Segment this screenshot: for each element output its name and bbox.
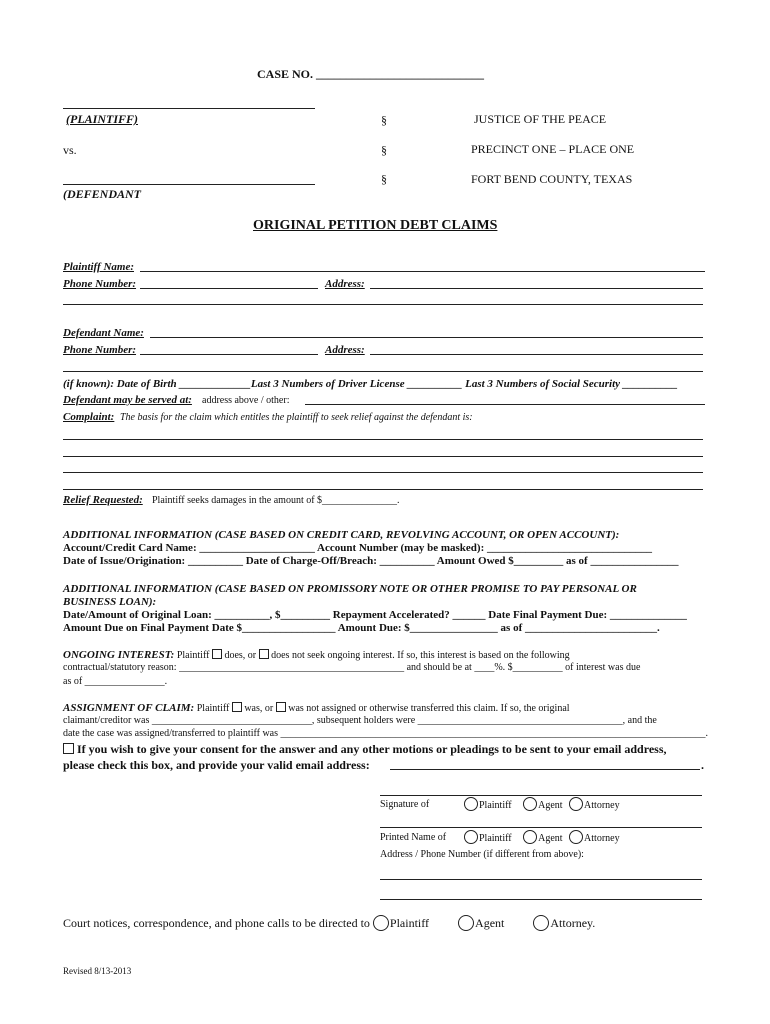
case-number-label: CASE NO. ____________________________ <box>257 67 485 81</box>
section-mark: § <box>381 113 387 127</box>
email-address-field[interactable] <box>390 769 700 770</box>
notices-agent-text: Agent <box>475 916 505 930</box>
section-mark: § <box>381 172 387 186</box>
ongoing-rest-text: does not seek ongoing interest. If so, this interest is based on the following <box>271 650 570 661</box>
ongoing-interest-label: ONGOING INTEREST: <box>63 649 175 661</box>
complaint-field-4[interactable] <box>63 489 703 490</box>
credit-info-line-1: Account/Credit Card Name: _____________________ Account Number (may be masked): ______________________________ <box>63 542 652 554</box>
note-info-line-2: Amount Due on Final Payment Date $_________________ Amount Due: $________________ as of ________________________. <box>63 622 660 634</box>
complaint-field-1[interactable] <box>63 439 703 440</box>
court-line-3: FORT BEND COUNTY, TEXAS <box>471 172 633 186</box>
complaint-field-3[interactable] <box>63 472 703 473</box>
signature-of-label: Signature of <box>380 799 430 810</box>
defendant-name-blank[interactable] <box>63 184 315 185</box>
defendant-identifiers-line: (if known): Date of Birth _____________Last 3 Numbers of Driver License __________ Last 3 Numbers of Social Security __________ <box>63 378 678 390</box>
court-line-1: JUSTICE OF THE PEACE <box>474 112 607 126</box>
complaint-field-2[interactable] <box>63 456 703 457</box>
signature-line[interactable] <box>380 795 702 796</box>
address-phone-line-1[interactable] <box>380 879 702 880</box>
plaintiff-address-field[interactable] <box>370 288 703 289</box>
defendant-address-field-2[interactable] <box>63 371 703 372</box>
assignment-rest-text: was not assigned or otherwise transferred this claim. If so, the original <box>288 703 570 714</box>
notices-attorney-text: Attorney. <box>550 916 596 930</box>
address-phone-label: Address / Phone Number (if different from above): <box>380 849 584 860</box>
signature-attorney-radio[interactable] <box>569 797 583 811</box>
defendant-name-label: Defendant Name: <box>63 327 144 339</box>
defendant-phone-label: Phone Number: <box>63 344 137 356</box>
defendant-caption: (DEFENDANT <box>63 187 142 201</box>
relief-text: Plaintiff seeks damages in the amount of $_______________. <box>152 495 400 506</box>
assignment-was-text: was, or <box>244 703 274 714</box>
ongoing-does-checkbox[interactable] <box>212 649 222 659</box>
assignment-plaintiff-text: Plaintiff <box>196 703 230 714</box>
ongoing-plaintiff-text: Plaintiff <box>176 650 210 661</box>
served-at-label: Defendant may be served at: <box>63 394 192 406</box>
defendant-address-label: Address: <box>325 344 365 356</box>
plaintiff-caption: (PLAINTIFF) <box>66 112 138 126</box>
ongoing-line-2: contractual/statutory reason: _____________________________________________ and should be at ____%. $__________ of interest was due <box>63 662 641 673</box>
email-consent-checkbox[interactable] <box>63 743 74 754</box>
ongoing-does-not-checkbox[interactable] <box>259 649 269 659</box>
email-consent-line-2: please check this box, and provide your valid email address: <box>63 758 370 772</box>
section-mark: § <box>381 143 387 157</box>
versus-label: vs. <box>63 143 77 157</box>
ongoing-does-text: does, or <box>224 650 257 661</box>
address-phone-line-2[interactable] <box>380 899 702 900</box>
served-at-text: address above / other: <box>202 395 290 406</box>
note-info-heading-1: ADDITIONAL INFORMATION (CASE BASED ON PROMISSORY NOTE OR OTHER PROMISE TO PAY PERSONAL OR <box>63 583 637 595</box>
notices-attorney-radio[interactable] <box>533 915 549 931</box>
assignment-was-checkbox[interactable] <box>232 702 242 712</box>
printed-plaintiff-radio[interactable] <box>464 830 478 844</box>
defendant-address-field[interactable] <box>370 354 703 355</box>
plaintiff-address-field-2[interactable] <box>63 304 703 305</box>
plaintiff-name-blank[interactable] <box>63 108 315 109</box>
email-consent-line-1: If you wish to give your consent for the answer and any other motions or pleadings to be sent to your email address, <box>77 742 667 756</box>
served-at-field[interactable] <box>305 404 705 405</box>
assignment-was-not-checkbox[interactable] <box>276 702 286 712</box>
plaintiff-phone-field[interactable] <box>140 288 318 289</box>
printed-plaintiff-text: Plaintiff <box>479 833 512 844</box>
signature-attorney-text: Attorney <box>584 800 620 811</box>
defendant-phone-field[interactable] <box>140 354 318 355</box>
plaintiff-name-field[interactable] <box>140 271 705 272</box>
signature-plaintiff-radio[interactable] <box>464 797 478 811</box>
signature-agent-text: Agent <box>538 800 563 811</box>
credit-info-heading: ADDITIONAL INFORMATION (CASE BASED ON CREDIT CARD, REVOLVING ACCOUNT, OR OPEN ACCOUNT): <box>63 529 620 541</box>
plaintiff-phone-label: Phone Number: <box>63 278 137 290</box>
defendant-name-field[interactable] <box>150 337 703 338</box>
printed-agent-radio[interactable] <box>523 830 537 844</box>
court-notices-text: Court notices, correspondence, and phone calls to be directed to <box>63 916 370 930</box>
printed-attorney-text: Attorney <box>584 833 620 844</box>
complaint-text: The basis for the claim which entitles the plaintiff to seek relief against the defendant is: <box>120 412 473 423</box>
court-line-2: PRECINCT ONE – PLACE ONE <box>471 142 635 156</box>
complaint-label: Complaint: <box>63 411 115 423</box>
assignment-line-2: claimant/creditor was ________________________________, subsequent holders were _________________________________________, and the <box>63 715 657 726</box>
assignment-line-3: date the case was assigned/transferred to plaintiff was _____________________________________________________________________________________. <box>63 728 709 739</box>
signature-agent-radio[interactable] <box>523 797 537 811</box>
notices-agent-radio[interactable] <box>458 915 474 931</box>
printed-name-line[interactable] <box>380 827 702 828</box>
notices-plaintiff-text: Plaintiff <box>389 916 430 930</box>
revision-footer: Revised 8/13-2013 <box>63 966 132 976</box>
note-info-heading-2: BUSINESS LOAN): <box>63 596 157 608</box>
page-title: ORIGINAL PETITION DEBT CLAIMS <box>253 218 498 233</box>
printed-attorney-radio[interactable] <box>569 830 583 844</box>
note-info-line-1: Date/Amount of Original Loan: __________, $_________ Repayment Accelerated? ______ Date Final Payment Due: ______________ <box>63 609 687 621</box>
relief-label: Relief Requested: <box>63 494 143 506</box>
plaintiff-address-label: Address: <box>325 278 365 290</box>
credit-info-line-2: Date of Issue/Origination: __________ Date of Charge-Off/Breach: __________ Amount Owed $_________ as of ________________ <box>63 555 679 567</box>
printed-name-label: Printed Name of <box>380 832 447 843</box>
plaintiff-name-label: Plaintiff Name: <box>63 261 134 273</box>
ongoing-line-3: as of ________________. <box>63 676 168 687</box>
printed-agent-text: Agent <box>538 833 563 844</box>
assignment-label: ASSIGNMENT OF CLAIM: <box>63 702 195 714</box>
notices-plaintiff-radio[interactable] <box>373 915 389 931</box>
signature-plaintiff-text: Plaintiff <box>479 800 512 811</box>
